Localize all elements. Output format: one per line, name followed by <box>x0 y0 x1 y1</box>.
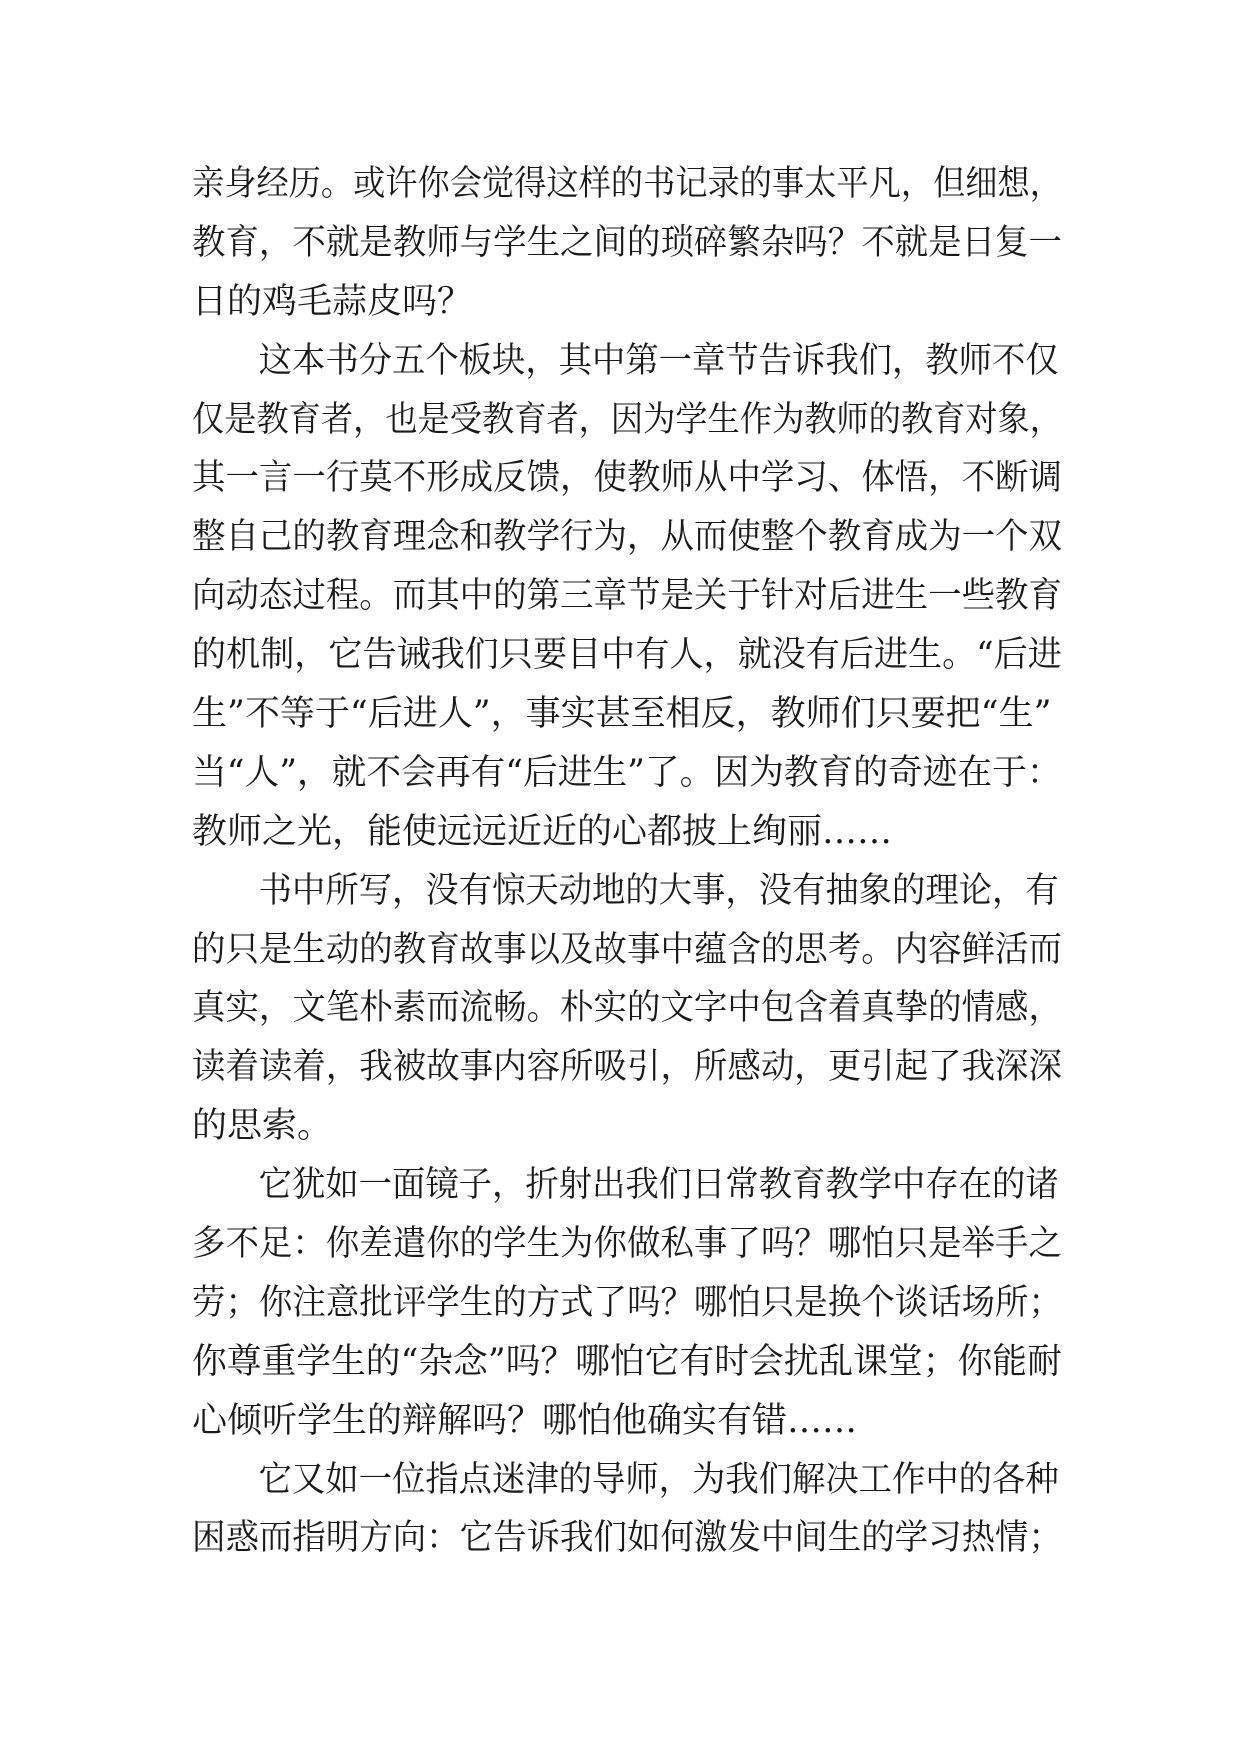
text-line: 你尊重学生的“杂念”吗？哪怕它有时会扰乱课堂；你能耐 <box>192 1341 1062 1382</box>
text-line: 的思索。 <box>192 1106 333 1147</box>
text-line: 仅是教育者，也是受教育者，因为学生作为教师的教育对象， <box>192 399 1062 440</box>
text-line: 这本书分五个板块，其中第一章节告诉我们，教师不仅 <box>258 340 1059 381</box>
text-line: 多不足：你差遣你的学生为你做私事了吗？哪怕只是举手之 <box>192 1224 1062 1265</box>
text-line: 生”不等于“后进人”，事实甚至相反，教师们只要把“生” <box>192 694 1052 735</box>
text-line: 日的鸡毛蒜皮吗？ <box>192 281 473 322</box>
text-line: 真实，文笔朴素而流畅。朴实的文字中包含着真挚的情感， <box>192 988 1062 1029</box>
text-line: 其一言一行莫不形成反馈，使教师从中学习、体悟，不断调 <box>192 458 1062 499</box>
text-line: 它又如一位指点迷津的导师，为我们解决工作中的各种 <box>258 1459 1059 1500</box>
text-line: 读着读着，我被故事内容所吸引，所感动，更引起了我深深 <box>192 1047 1062 1088</box>
text-line: 向动态过程。而其中的第三章节是关于针对后进生一些教育 <box>192 576 1062 617</box>
text-line: 的只是生动的教育故事以及故事中蕴含的思考。内容鲜活而 <box>192 929 1062 970</box>
text-line: 它犹如一面镜子，折射出我们日常教育教学中存在的诸 <box>258 1165 1059 1206</box>
text-line: 教育，不就是教师与学生之间的琐碎繁杂吗？不就是日复一 <box>192 222 1062 263</box>
text-line: 亲身经历。或许你会觉得这样的书记录的事太平凡，但细想， <box>192 164 1062 204</box>
text-line: 当“人”，就不会再有“后进生”了。因为教育的奇迹在于： <box>192 752 1062 793</box>
text-line: 教师之光，能使远远近近的心都披上绚丽…… <box>192 811 893 852</box>
text-line: 整自己的教育理念和教学行为，从而使整个教育成为一个双 <box>192 517 1062 558</box>
body-text <box>192 155 1062 1568</box>
text-line: 劳；你注意批评学生的方式了吗？哪怕只是换个谈话场所； <box>192 1282 1062 1323</box>
text-line: 书中所写，没有惊天动地的大事，没有抽象的理论，有 <box>258 870 1059 911</box>
text-line: 心倾听学生的辩解吗？哪怕他确实有错…… <box>192 1400 858 1441</box>
text-line: 的机制，它告诫我们只要目中有人，就没有后进生。“后进 <box>192 635 1062 676</box>
text-line: 困惑而指明方向：它告诉我们如何激发中间生的学习热情； <box>192 1518 1062 1559</box>
